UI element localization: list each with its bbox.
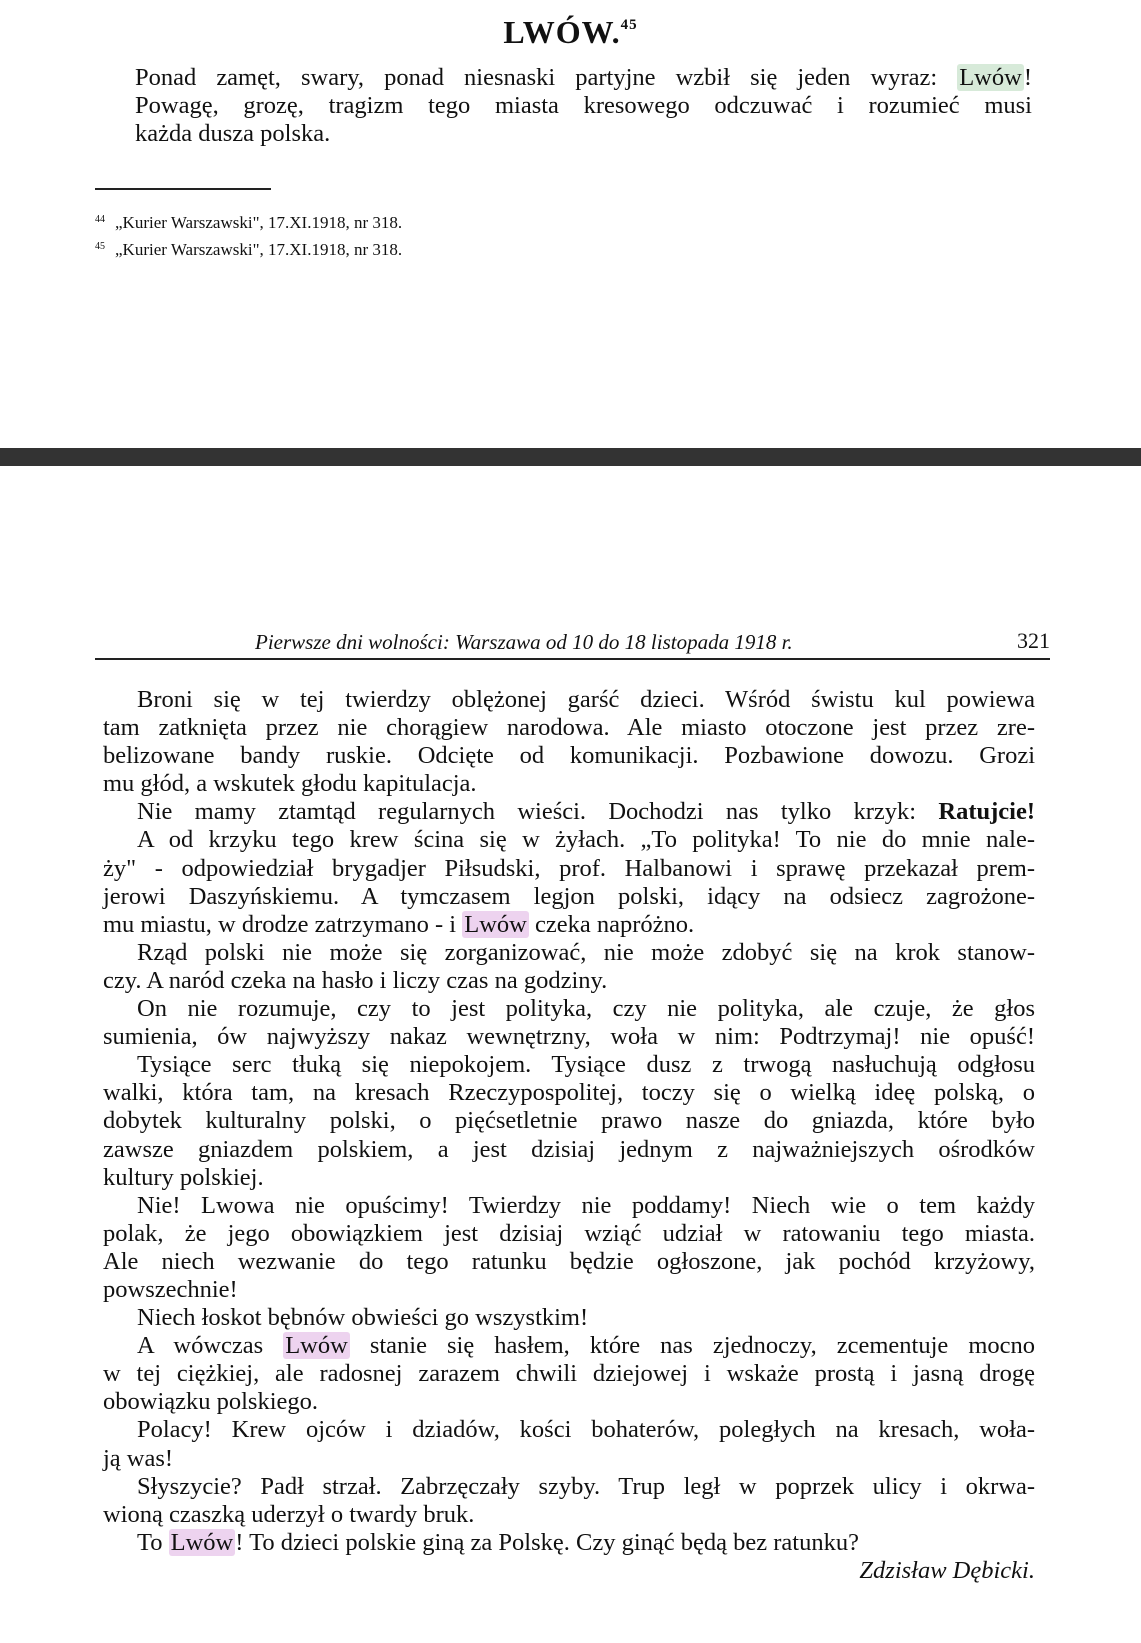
text-line: On nie rozumuje, czy to jest polityka, czy nie polityka, ale czuje, że głos: [137, 995, 1035, 1023]
text-line: mu miastu, w drodze zatrzymano - i Lwów czeka napróżno.: [103, 910, 695, 938]
text-line: Broni się w tej twierdzy oblężonej garść dzieci. Wśród świstu kul powiewa: [137, 686, 1035, 713]
text-line: Polacy! Krew ojców i dziadów, kości bohaterów, poległych na kresach, woła-: [137, 1416, 1035, 1444]
bold-word: Ratujcie!: [938, 798, 1035, 826]
text-line: A wówczas Lwów stanie się hasłem, które nas zjednoczy, zcementuje mocno: [137, 1332, 1035, 1360]
text-line: tam zatknięta przez nie chorągiew narodowa. Ale miasto otoczone jest przez zre-: [103, 714, 1035, 742]
text-line: Rząd polski nie może się zorganizować, nie może zdobyć się na krok stanow-: [137, 938, 1035, 966]
text-line: wioną czaszką uderzył o twardy bruk.: [103, 1500, 475, 1528]
highlighted-word: Lwów: [464, 910, 527, 938]
text-line: jerowi Daszyńskiemu. A tymczasem legjon polski, idący na odsiecz zagrożone-: [103, 882, 1035, 910]
highlighted-word: Lwów: [285, 1332, 348, 1360]
footnote-44: $^{44}$ „Kurier Warszawski", 17.XI.1918, nr 318.: [95, 213, 403, 232]
text-line: zawsze gniazdem polskiem, a jest dzisiaj jednym z najważniejszych ośrodków: [103, 1135, 1035, 1163]
text-line: belizowane bandy ruskie. Odcięte od komunikacji. Pozbawione dowozu. Grozi: [103, 742, 1035, 770]
text-line: A od krzyku tego krew ścina się w żyłach. „To polityka! To nie do mnie nale-: [137, 826, 1035, 854]
text-line: mu głód, a wskutek głodu kapitulacja.: [103, 770, 477, 798]
text-line: każda dusza polska.: [135, 120, 331, 147]
text-line: Ale niech wezwanie do tego ratunku będzie ogłoszone, jak pochód krzyżowy,: [103, 1247, 1035, 1275]
highlighted-word: Lwów: [170, 1528, 234, 1556]
article-title: LWÓW.$^{45}$: [503, 14, 638, 50]
text-line: powszechnie!: [103, 1275, 238, 1303]
upper-page: [0, 0, 1141, 448]
text-line: w tej ciężkiej, ale radosnej zarazem chwili dziejowej i wskaże prostą i jasną drogę: [103, 1360, 1035, 1388]
text-line: sumienia, ów najwyższy nakaz wewnętrzny, woła w nim: Podtrzymaj! nie opuść!: [103, 1023, 1035, 1051]
text-line: Tysiące serc tłuką się niepokojem. Tysiące dusz z trwogą nasłuchują odgłosu: [137, 1051, 1035, 1079]
page-divider: [0, 448, 1141, 466]
text-line: ją was!: [103, 1444, 174, 1472]
text-line: Niech łoskot bębnów obwieści go wszystkim!: [137, 1304, 589, 1332]
text-line: To Lwów! To dzieci polskie giną za Polskę. Czy ginąć będą bez ratunku?: [137, 1528, 859, 1556]
intro-paragraph: [135, 64, 1032, 148]
page-number: 321: [1017, 628, 1050, 653]
text-line: Nie! Lwowa nie opuścimy! Twierdzy nie poddamy! Niech wie o tem każdy: [137, 1191, 1035, 1219]
text-line: walki, która tam, na kresach Rzeczypospolitej, toczy się o wielką ideę polską, o: [103, 1079, 1035, 1107]
text-line: Nie mamy ztamtąd regularnych wieści. Dochodzi nas tylko krzyk: Ratujcie!: [137, 798, 1035, 826]
text-line: kultury polskiej.: [103, 1163, 264, 1191]
text-line: dobytek kulturalny polski, o pięćsetletnie prawo nasze do gniazda, które było: [103, 1107, 1035, 1135]
text-line: polak, że jego obowiązkiem jest dzisiaj wziąć udział w ratowaniu tego miasta.: [103, 1219, 1035, 1247]
text-line: ży" - odpowiedział brygadjer Piłsudski, prof. Halbanowi i sprawę przekazał prem-: [103, 854, 1035, 882]
footnotes: [95, 208, 402, 262]
footnote-45: $^{45}$ „Kurier Warszawski", 17.XI.1918, nr 318.: [95, 240, 403, 259]
article-body: [103, 686, 1035, 1585]
text-line: Ponad zamęt, swary, ponad niesnaski partyjne wzbił się jeden wyraz: Lwów!: [135, 64, 1032, 91]
text-line: Słyszycie? Padł strzał. Zabrzęczały szyby. Trup legł w poprzek ulicy i okrwa-: [137, 1472, 1035, 1500]
running-title: Pierwsze dni wolności: Warszawa od 10 do 18 listopada 1918 r.: [255, 630, 793, 654]
footnote-rule: [95, 188, 271, 190]
text-line: czy. A naród czeka na hasło i liczy czas na godziny.: [103, 966, 608, 994]
text-line: obowiązku polskiego.: [103, 1388, 319, 1416]
highlighted-word: Lwów: [959, 64, 1022, 91]
text-line: Powagę, grozę, tragizm tego miasta kresowego odczuwać i rozumieć musi: [135, 92, 1032, 119]
title-footnote-ref: 45: [620, 17, 638, 33]
running-header: [95, 628, 1050, 660]
author-signature: Zdzisław Dębicki.: [859, 1556, 1035, 1584]
